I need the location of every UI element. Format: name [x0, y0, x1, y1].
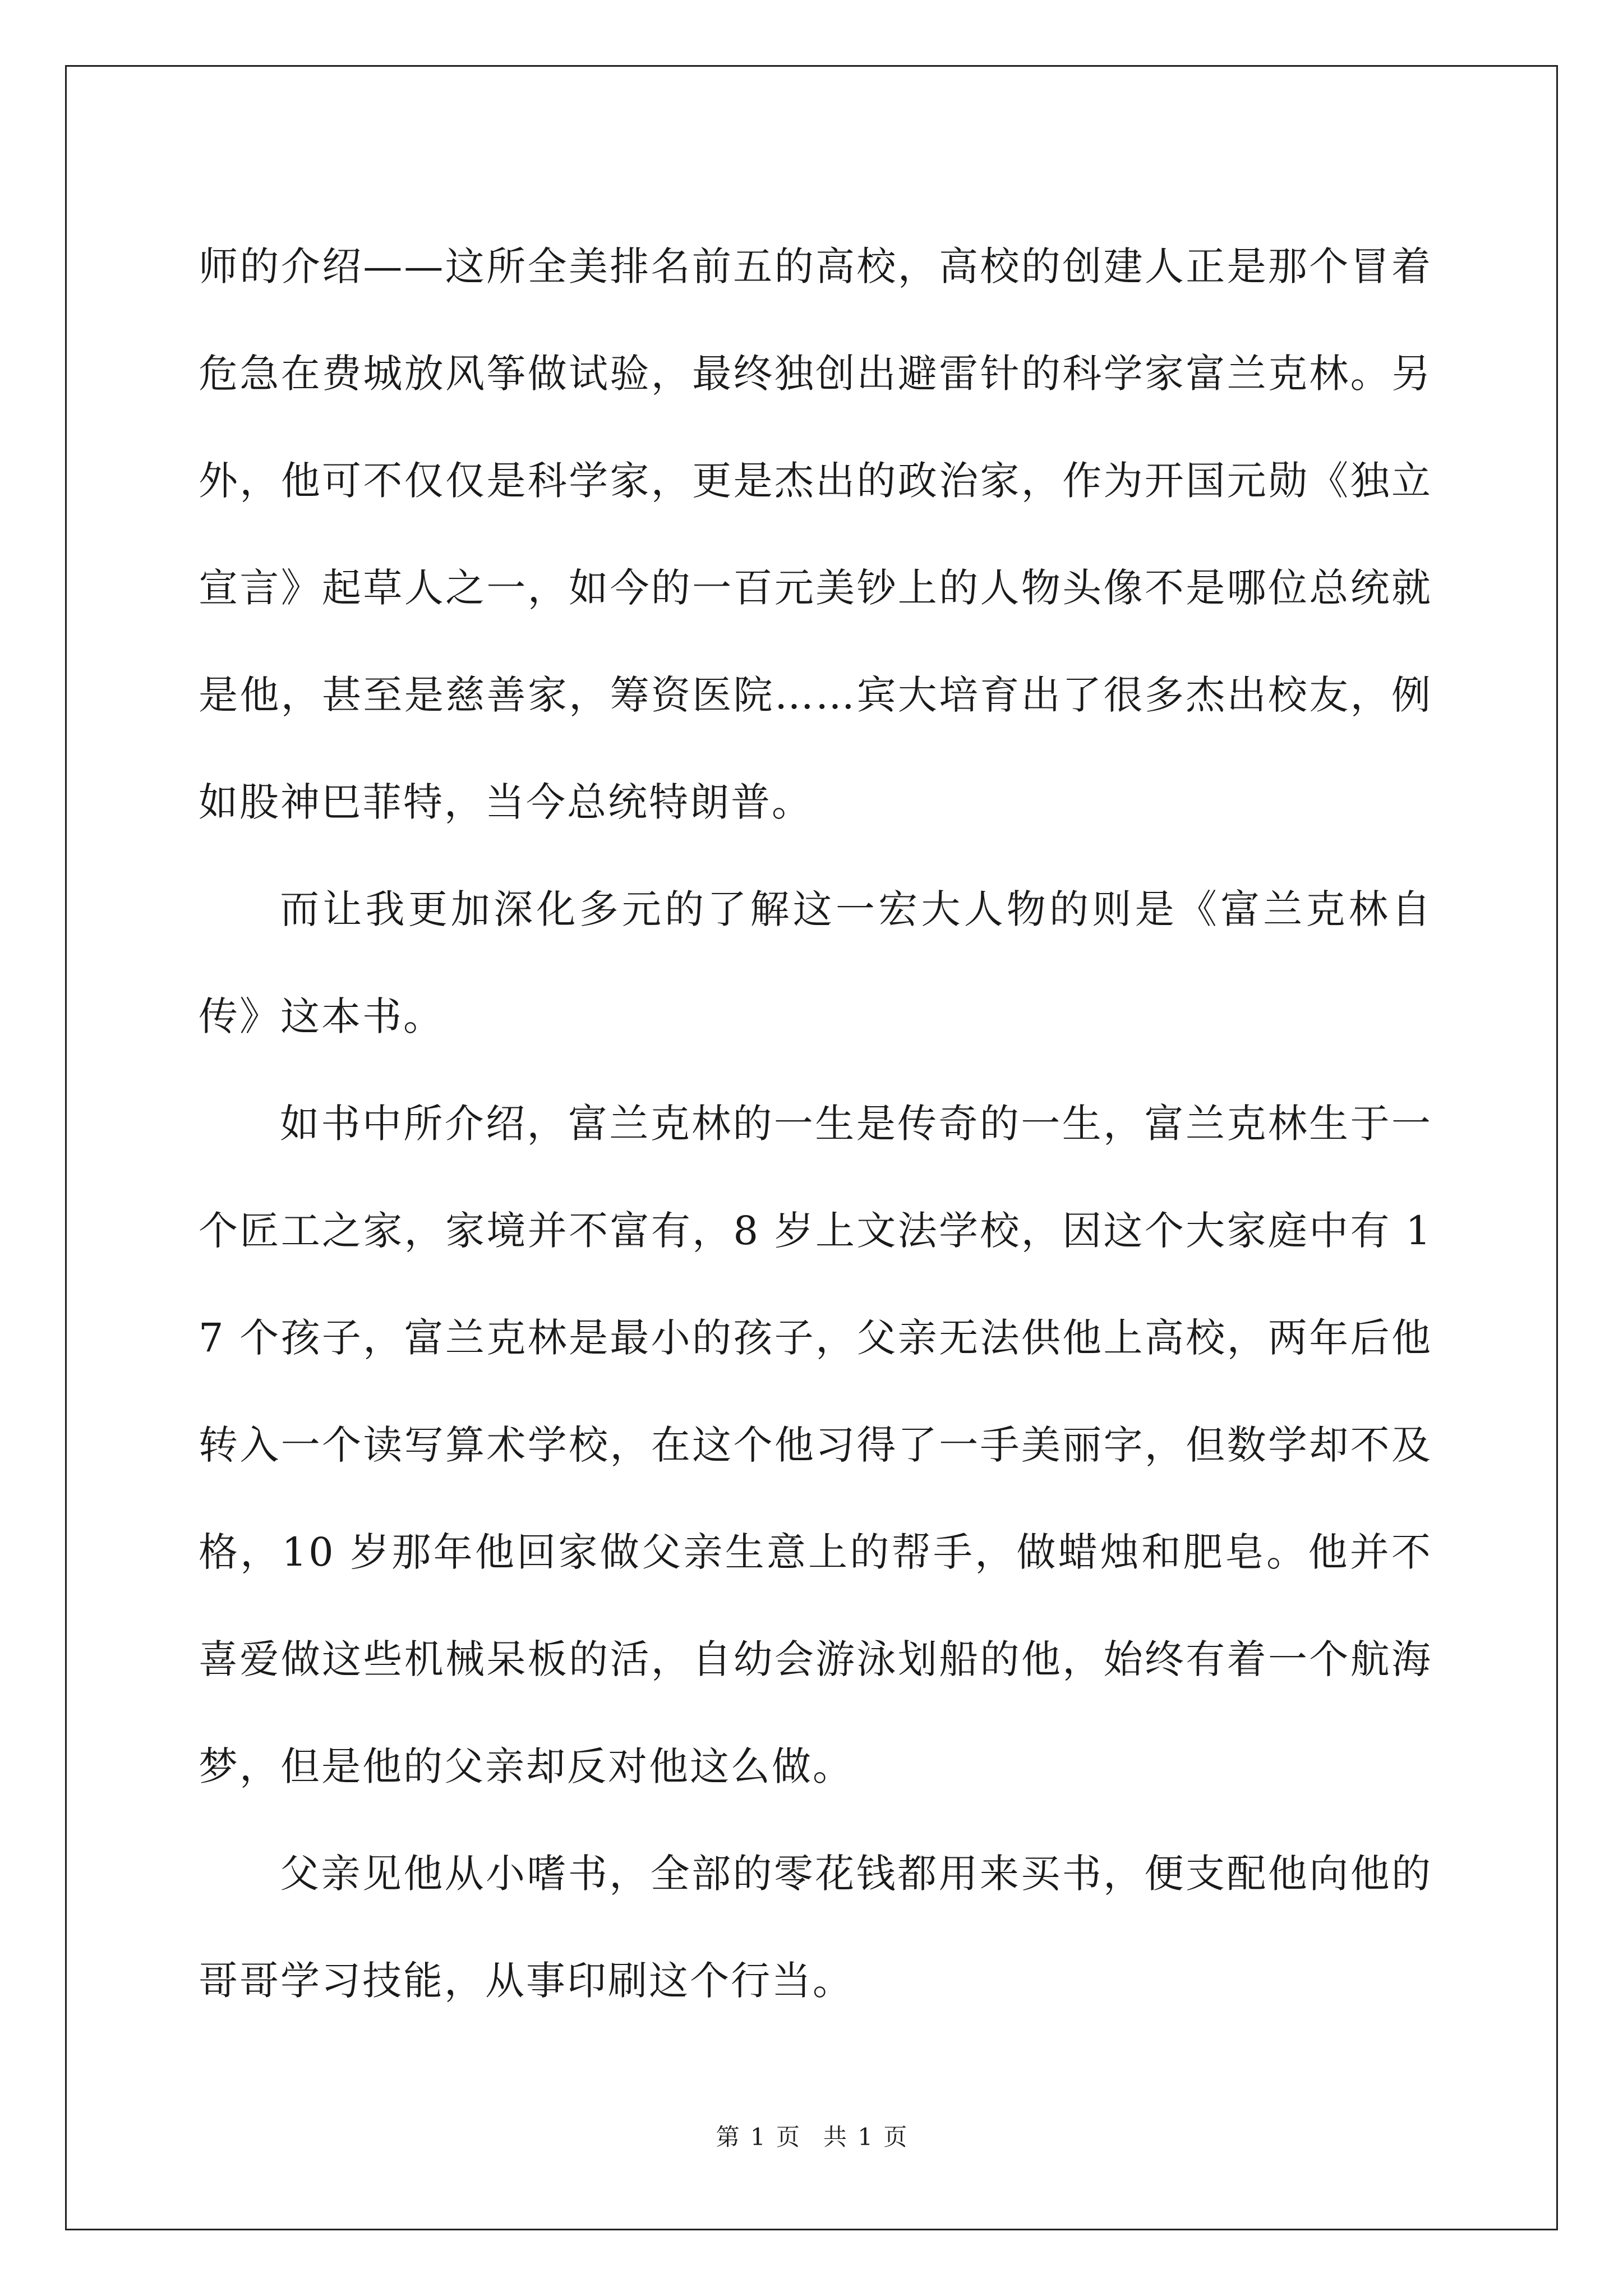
page-number-footer: 第 1 页 共 1 页 — [716, 2123, 907, 2151]
paragraph-2: 而让我更加深化多元的了解这一宏大人物的则是《富兰克林自传》这本书。 — [199, 886, 1432, 1039]
paragraph-3: 如书中所介绍，富兰克林的一生是传奇的一生，富兰克林生于一个匠工之家，家境并不富有，8 岁上文法学校，因这个大家庭中有 17 个孩子，富兰克林是最小的孩子，父亲无法供他上高校，两年后他转入一个读写算术学校，在这个他习得了一手美丽字，但数学却不及格，10 岁那年他回家做父亲生意上的帮手，做蜡烛和肥皂。他并不喜爱做这些机械呆板的活，自幼会游泳划船的他，始终有着一个航海梦，但是他的父亲却反对他这么做。 — [199, 1101, 1432, 1789]
paragraph-4: 父亲见他从小嗜书，全部的零花钱都用来买书，便支配他向他的哥哥学习技能，从事印刷这个行当。 — [199, 1851, 1432, 2004]
paragraph-1: 师的介绍——这所全美排名前五的高校，高校的创建人正是那个冒着危急在费城放风筝做试验，最终独创出避雷针的科学家富兰克林。另外，他可不仅仅是科学家，更是杰出的政治家，作为开国元勋《独立宣言》起草人之一，如今的一百元美钞上的人物头像不是哪位总统就是他，甚至是慈善家，筹资医院……宾大培育出了很多杰出校友，例如股神巴菲特，当今总统特朗普。 — [199, 243, 1432, 825]
document-body — [199, 213, 1432, 2035]
